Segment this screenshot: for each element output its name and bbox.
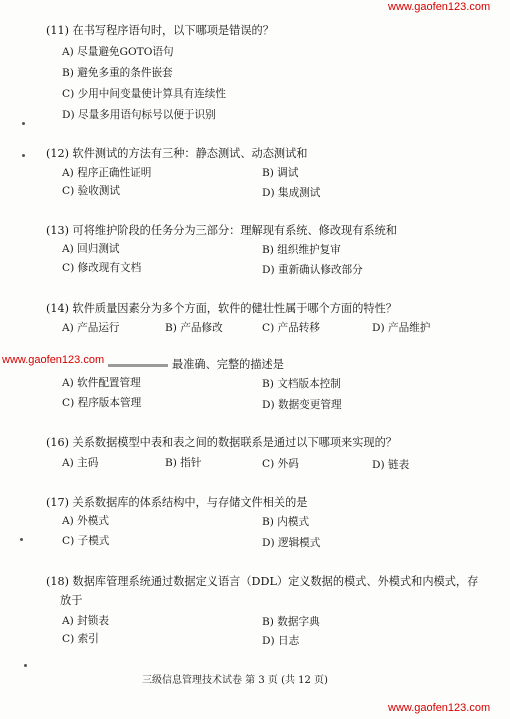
q14-option-c: C) 产品转移 <box>262 322 320 334</box>
q12-option-c: C) 验收测试 <box>62 185 120 197</box>
q11-option-c: C) 少用中间变量使计算具有连续性 <box>62 88 226 100</box>
q11-option-d: D) 尽量多用语句标号以便于识别 <box>62 109 216 121</box>
obscured-stem-fragment <box>108 364 168 367</box>
scan-speck <box>22 122 25 125</box>
q18-option-a: A) 封锁表 <box>62 615 109 627</box>
question-17-stem: (17) 关系数据库的体系结构中，与存储文件相关的是 <box>46 496 308 509</box>
q18-option-d: D) 日志 <box>262 635 300 647</box>
scan-speck <box>24 664 27 667</box>
q13-option-d: D) 重新确认修改部分 <box>262 264 363 276</box>
q16-option-c: C) 外码 <box>262 458 299 470</box>
question-15-stem: 最准确、完整的描述是 <box>172 358 284 371</box>
question-14-stem: (14) 软件质量因素分为多个方面，软件的健壮性属于哪个方面的特性？ <box>46 302 397 315</box>
q15-option-d: D) 数据变更管理 <box>262 399 342 411</box>
q15-option-b: B) 文档版本控制 <box>262 378 341 390</box>
q18-option-c: C) 索引 <box>62 633 99 645</box>
q18-option-b: B) 数据字典 <box>262 616 320 628</box>
q16-option-d: D) 链表 <box>372 459 410 471</box>
q14-option-d: D) 产品维护 <box>372 322 431 334</box>
question-13-stem: (13) 可将维护阶段的任务分为三部分：理解现有系统、修改现有系统和 <box>46 224 397 237</box>
q17-option-b: B) 内模式 <box>262 516 310 528</box>
watermark-middle: www.gaofen123.com <box>2 354 105 366</box>
scan-speck <box>22 154 25 157</box>
watermark-top: www.gaofen123.com <box>388 1 491 13</box>
q16-option-a: A) 主码 <box>62 457 99 469</box>
q13-option-b: B) 组织维护复审 <box>262 244 341 256</box>
question-18-stem-continued: 放于 <box>60 594 83 607</box>
page-footer: 三级信息管理技术试卷 第 3 页 (共 12 页) <box>142 675 328 686</box>
watermark-bottom: www.gaofen123.com <box>388 702 491 714</box>
q12-option-d: D) 集成测试 <box>262 187 321 199</box>
question-18-stem: (18) 数据库管理系统通过数据定义语言（DDL）定义数据的模式、外模式和内模式，存 <box>46 575 479 588</box>
q14-option-b: B) 产品修改 <box>165 322 223 334</box>
q16-option-b: B) 指针 <box>165 457 202 469</box>
q13-option-a: A) 回归测试 <box>62 243 120 255</box>
question-12-stem: (12) 软件测试的方法有三种：静态测试、动态测试和 <box>46 147 308 160</box>
q13-option-c: C) 修改现有文档 <box>62 262 142 274</box>
q17-option-a: A) 外模式 <box>62 515 109 527</box>
q17-option-d: D) 逻辑模式 <box>262 537 321 549</box>
q14-option-a: A) 产品运行 <box>62 322 120 334</box>
q11-option-a: A) 尽量避免GOTO语句 <box>62 46 174 58</box>
q11-option-b: B) 避免多重的条件嵌套 <box>62 67 173 79</box>
question-11-stem: (11) 在书写程序语句时，以下哪项是错误的？ <box>46 24 274 37</box>
scan-speck <box>20 538 23 541</box>
q12-option-a: A) 程序正确性证明 <box>62 167 152 179</box>
q15-option-c: C) 程序版本管理 <box>62 397 142 409</box>
q17-option-c: C) 子模式 <box>62 535 110 547</box>
q15-option-a: A) 软件配置管理 <box>62 377 141 389</box>
q12-option-b: B) 调试 <box>262 167 299 179</box>
question-16-stem: (16) 关系数据模型中表和表之间的数据联系是通过以下哪项来实现的？ <box>46 436 397 449</box>
